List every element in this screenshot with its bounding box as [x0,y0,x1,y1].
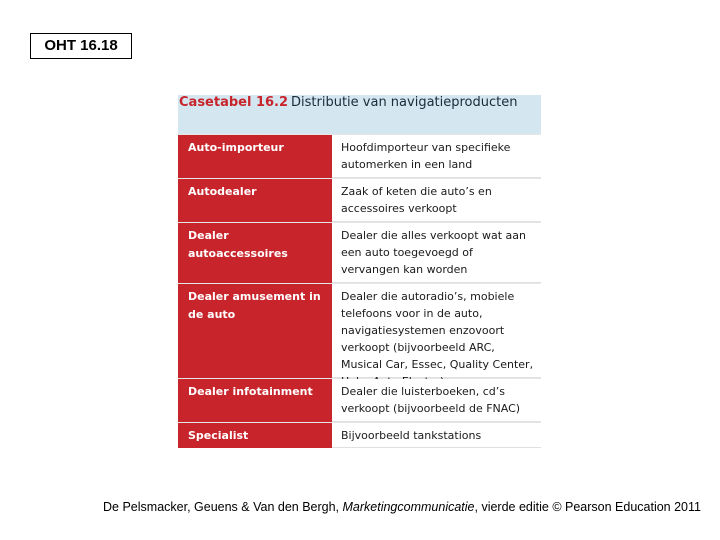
row-definition: Dealer die alles verkoopt wat aan een auto toegevoegd of vervangen kan worden [332,223,541,283]
table-row [178,422,541,448]
row-term: Specialist [178,423,332,448]
table-row [178,134,541,178]
row-term: Dealer autoaccessoires [178,223,332,283]
row-definition: Dealer die autoradio’s, mobiele telefoons voor in de auto, navigatiesystemen enzovoort verkoopt (bijvoorbeeld ARC, Musical Car, Essec, Quality Center, [332,284,541,378]
case-table-number: Casetabel 16.2 [179,95,289,110]
row-definition: Bijvoorbeeld tankstations [332,423,541,448]
row-term: Dealer infotainment [178,379,332,422]
table-row [178,283,541,378]
row-term: Dealer amusement in de auto [178,284,332,378]
footer-edition: , vierde editie © Pearson Education 2011 [474,500,701,514]
footer-authors: De Pelsmacker, Geuens & Van den Bergh, [103,500,343,514]
case-table [178,95,541,448]
footer-book-title: Marketingcommunicatie [342,500,475,514]
row-term: Auto-importeur [178,135,332,178]
row-definition: Zaak of keten die auto’s en accessoires verkoopt [332,179,541,222]
row-term: Autodealer [178,179,332,222]
row-definition: Hoofdimporteur van specifieke automerken in een land [332,135,541,178]
table-row [178,222,541,283]
footer-citation [0,500,720,514]
table-row [178,178,541,222]
table-row [178,378,541,422]
slide-label: OHT 16.18 [30,33,132,59]
case-table-title: Distributie van navigatieproducten [291,95,518,110]
row-definition: Dealer die luisterboeken, cd’s verkoopt (bijvoorbeeld de FNAC) [332,379,541,422]
case-table-header [178,95,541,134]
